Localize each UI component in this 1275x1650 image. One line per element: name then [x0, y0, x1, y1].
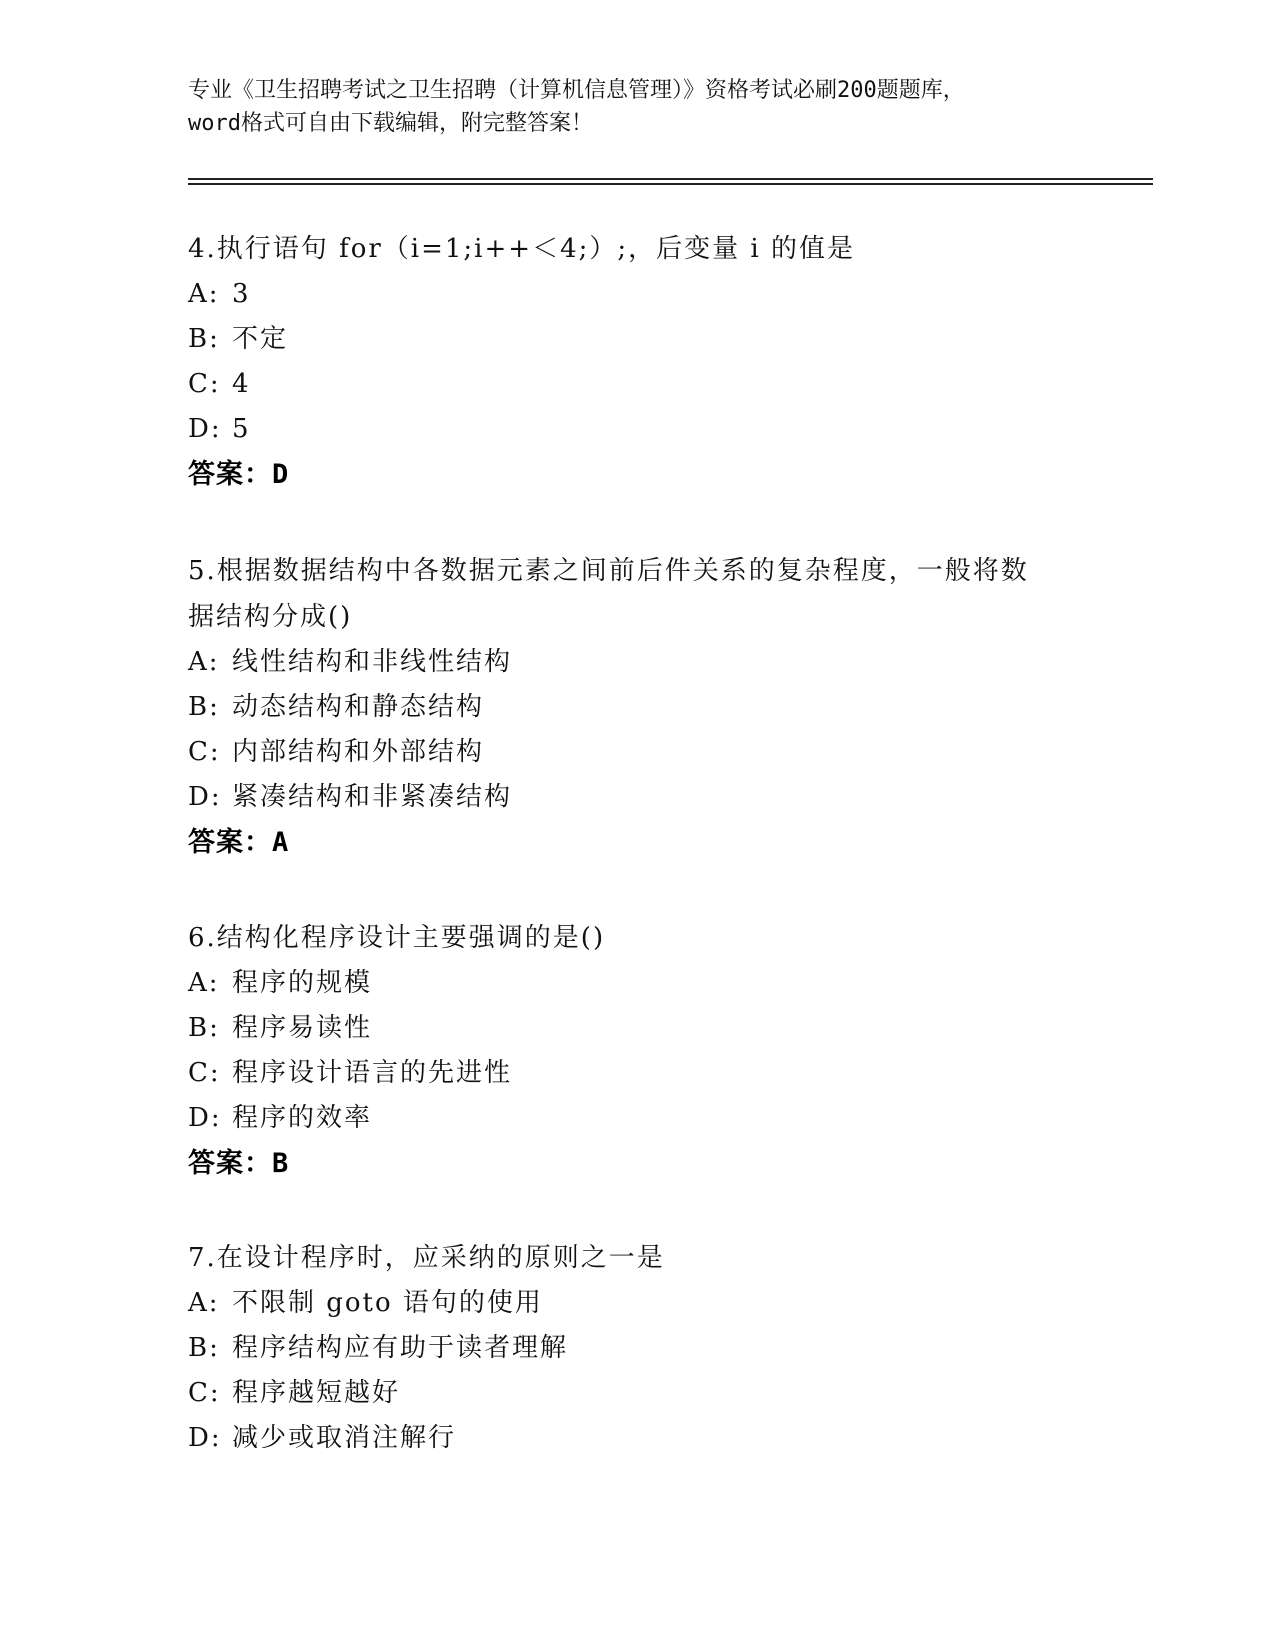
question-7 — [188, 1235, 1088, 1461]
option-key: B: — [188, 1333, 220, 1363]
option-key: D: — [188, 782, 222, 812]
option-text: 动态结构和静态结构 — [232, 692, 485, 722]
option-key: C: — [188, 737, 221, 767]
answer-line: 答案：D — [188, 459, 290, 490]
question-6 — [188, 915, 1088, 1186]
option-text: 线性结构和非线性结构 — [232, 647, 513, 677]
option-key: C: — [188, 1378, 221, 1408]
answer-line: 答案：B — [188, 1148, 290, 1179]
option-text: 内部结构和外部结构 — [232, 737, 485, 767]
option-text: 不定 — [232, 324, 289, 354]
option-key: B: — [188, 324, 220, 354]
option-b — [188, 317, 1088, 362]
option-text: 4 — [232, 369, 251, 399]
question-5 — [188, 548, 1088, 865]
option-a — [188, 272, 1088, 317]
question-stem: 6.结构化程序设计主要强调的是() — [188, 923, 606, 953]
header-divider-bottom — [188, 183, 1153, 185]
option-key: D: — [188, 1423, 222, 1453]
option-text: 程序设计语言的先进性 — [232, 1058, 513, 1088]
option-text: 程序结构应有助于读者理解 — [232, 1333, 569, 1363]
option-c — [188, 730, 1088, 775]
option-d — [188, 775, 1088, 820]
option-key: D: — [188, 1103, 222, 1133]
option-b — [188, 1326, 1088, 1371]
option-d — [188, 1096, 1088, 1141]
option-a — [188, 961, 1088, 1006]
header-divider-top — [188, 178, 1153, 180]
option-text: 程序的规模 — [232, 968, 373, 998]
option-d — [188, 407, 1088, 452]
option-text: 减少或取消注解行 — [232, 1423, 457, 1453]
option-key: B: — [188, 692, 220, 722]
option-text: 程序越短越好 — [232, 1378, 401, 1408]
answer-line: 答案：A — [188, 827, 290, 858]
option-text: 不限制 goto 语句的使用 — [232, 1288, 543, 1318]
option-text: 程序的效率 — [232, 1103, 373, 1133]
option-text: 5 — [232, 414, 251, 444]
option-key: D: — [188, 414, 222, 444]
option-b — [188, 1006, 1088, 1051]
question-stem: 5.根据数据结构中各数据元素之间前后件关系的复杂程度，一般将数 据结构分成() — [188, 556, 1029, 632]
option-key: A: — [188, 279, 220, 309]
question-4 — [188, 226, 1088, 497]
option-c — [188, 1051, 1088, 1096]
question-stem: 4.执行语句 for（i=1;i++＜4;）;，后变量 i 的值是 — [188, 234, 855, 264]
option-c — [188, 362, 1088, 407]
option-a — [188, 1281, 1088, 1326]
option-key: C: — [188, 1058, 221, 1088]
option-key: B: — [188, 1013, 220, 1043]
option-key: A: — [188, 1288, 220, 1318]
option-b — [188, 685, 1088, 730]
header-line-2: word格式可自由下载编辑，附完整答案！ — [188, 111, 593, 136]
question-stem: 7.在设计程序时，应采纳的原则之一是 — [188, 1243, 665, 1273]
option-d — [188, 1416, 1088, 1461]
option-key: A: — [188, 647, 220, 677]
header-line-1: 专业《卫生招聘考试之卫生招聘（计算机信息管理）》资格考试必刷200题题库， — [188, 78, 965, 103]
option-key: A: — [188, 968, 220, 998]
option-text: 紧凑结构和非紧凑结构 — [232, 782, 513, 812]
option-key: C: — [188, 369, 221, 399]
option-c — [188, 1371, 1088, 1416]
option-text: 程序易读性 — [232, 1013, 373, 1043]
document-header — [188, 74, 1088, 140]
option-a — [188, 640, 1088, 685]
option-text: 3 — [232, 279, 251, 309]
